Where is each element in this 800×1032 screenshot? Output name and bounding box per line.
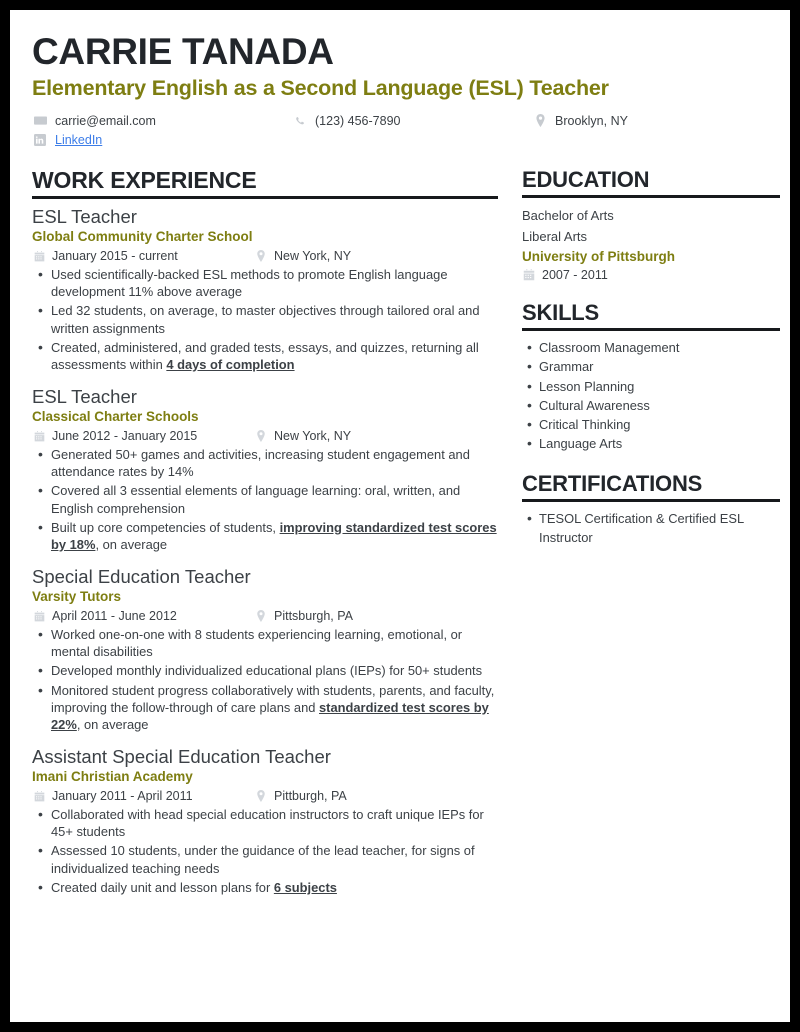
location-pin-icon (254, 610, 268, 622)
job-entry (32, 386, 498, 553)
section-divider (522, 499, 780, 502)
contact-row-secondary (32, 133, 770, 147)
section-work-experience (32, 168, 498, 896)
job-location (254, 429, 351, 443)
job-bullet (32, 446, 498, 480)
job-meta-row (32, 429, 498, 443)
calendar-icon (32, 431, 46, 442)
contact-phone-text: (123) 456-7890 (315, 113, 401, 128)
education-dates (522, 268, 780, 282)
skill-item: • Lesson Planning (522, 377, 780, 396)
job-location-text: Pittburgh, PA (274, 789, 347, 804)
bullet-text: Created, administered, and graded tests, essays, and quizzes, returning all assessments within (51, 339, 479, 372)
bullet-emphasis: 6 subjects (273, 879, 337, 895)
job-bullet (32, 519, 498, 553)
job-location-text: Pittsburgh, PA (274, 609, 353, 624)
candidate-name: CARRIE TANADA (32, 31, 334, 72)
bullet-text: , on average (95, 536, 168, 552)
job-bullet (32, 266, 498, 300)
linkedin-icon (32, 134, 48, 146)
job-organization: Varsity Tutors (32, 589, 122, 605)
job-bullet-list (32, 266, 498, 373)
job-bullet (32, 302, 498, 336)
job-bullet (32, 662, 498, 679)
job-bullet-list (32, 446, 498, 553)
section-divider (32, 196, 498, 199)
candidate-headline: Elementary English as a Second Language (ESL) Teacher (32, 75, 609, 100)
section-education (522, 168, 780, 283)
bullet-text: Covered all 3 essential elements of language learning: oral, written, and English comprehension (51, 483, 461, 516)
job-dates (32, 429, 254, 443)
bullet-text: Created daily unit and lesson plans for (51, 879, 274, 895)
job-dates-text: June 2012 - January 2015 (52, 429, 198, 444)
job-organization: Imani Christian Academy (32, 769, 193, 785)
skill-item: • Grammar (522, 357, 780, 376)
skill-item: • Language Arts (522, 434, 780, 453)
job-bullet (32, 842, 498, 876)
section-divider (522, 195, 780, 198)
contact-location-text: Brooklyn, NY (555, 113, 628, 128)
job-organization: Global Community Charter School (32, 229, 253, 245)
job-bullet (32, 482, 498, 516)
job-bullet-list (32, 626, 498, 733)
job-bullet (32, 339, 498, 373)
bullet-text: Worked one-on-one with 8 students experiencing learning, emotional, or mental disabilities (51, 627, 463, 660)
education-degree: Bachelor of Arts (522, 207, 614, 223)
job-bullet (32, 879, 498, 896)
location-pin-icon (254, 250, 268, 262)
job-title: Special Education Teacher (32, 565, 251, 587)
job-meta-row (32, 609, 498, 623)
job-entry (32, 206, 498, 373)
work-experience-title: WORK EXPERIENCE (32, 166, 257, 193)
job-location (254, 609, 353, 623)
job-bullet (32, 682, 498, 733)
section-divider (522, 328, 780, 331)
phone-icon (292, 114, 308, 127)
job-bullet (32, 806, 498, 840)
education-title: EDUCATION (522, 166, 650, 192)
job-dates-text: January 2011 - April 2011 (52, 789, 193, 804)
calendar-icon (32, 611, 46, 622)
skills-title: SKILLS (522, 300, 600, 326)
job-dates-text: April 2011 - June 2012 (52, 609, 177, 624)
job-dates-text: January 2015 - current (52, 249, 178, 264)
left-column (32, 168, 498, 898)
job-dates (32, 609, 254, 623)
bullet-text: Collaborated with head special education instructors to craft unique IEPs for 45+ students (51, 807, 484, 840)
skill-item: • Classroom Management (522, 338, 780, 357)
job-bullet-list (32, 806, 498, 896)
contact-phone[interactable] (292, 114, 532, 128)
bullet-text: Led 32 students, on average, to master objectives through tailored oral and written assignments (51, 303, 480, 336)
bullet-text: Used scientifically-backed ESL methods to promote English language development 11% above average (51, 267, 448, 300)
location-pin-icon (532, 114, 548, 127)
education-dates-text: 2007 - 2011 (542, 268, 608, 283)
calendar-icon (32, 791, 46, 802)
job-meta-row (32, 249, 498, 263)
location-pin-icon (254, 790, 268, 802)
job-title: ESL Teacher (32, 205, 137, 227)
education-field: Liberal Arts (522, 228, 588, 244)
skills-list (522, 338, 780, 453)
bullet-text: Monitored student progress collaboratively with students, parents, and faculty, improving the follow-through of care plans and (51, 682, 495, 715)
section-skills (522, 301, 780, 453)
linkedin-link[interactable]: LinkedIn (55, 132, 103, 147)
contact-email[interactable] (32, 114, 292, 128)
bullet-text: Generated 50+ games and activities, increasing student engagement and attendance rates by 14% (51, 447, 470, 480)
bullet-text: Assessed 10 students, under the guidance of the lead teacher, for signs of individualized teaching needs (51, 843, 475, 876)
contact-linkedin[interactable] (32, 133, 102, 147)
contact-row-primary (32, 114, 770, 128)
certifications-list (522, 509, 780, 547)
job-organization: Classical Charter Schools (32, 409, 199, 425)
job-title: Assistant Special Education Teacher (32, 745, 331, 767)
certification-item: • TESOL Certification & Certified ESL Instructor (522, 509, 780, 547)
bullet-emphasis: standardized test scores by 22% (51, 699, 489, 732)
contact-location (532, 114, 628, 128)
bullet-emphasis: improving standardized test scores by 18% (51, 519, 497, 552)
job-list (32, 206, 498, 896)
calendar-icon (522, 269, 536, 281)
certifications-title: CERTIFICATIONS (522, 470, 703, 496)
job-dates (32, 249, 254, 263)
education-school: University of Pittsburgh (522, 248, 676, 264)
right-column (522, 168, 780, 898)
resume-page (10, 10, 790, 1022)
job-location-text: New York, NY (274, 429, 352, 444)
bullet-emphasis: 4 days of completion (166, 356, 295, 372)
job-location (254, 249, 351, 263)
resume-header (32, 32, 770, 147)
job-entry (32, 566, 498, 733)
job-bullet (32, 626, 498, 660)
skill-item: • Critical Thinking (522, 415, 780, 434)
job-location (254, 789, 347, 803)
bullet-text: Developed monthly individualized educational plans (IEPs) for 50+ students (51, 663, 483, 679)
envelope-icon (32, 114, 48, 127)
bullet-text: Built up core competencies of students, (51, 519, 280, 535)
location-pin-icon (254, 430, 268, 442)
bullet-text: , on average (76, 716, 149, 732)
calendar-icon (32, 251, 46, 262)
section-certifications (522, 472, 780, 547)
job-location-text: New York, NY (274, 249, 352, 264)
job-title: ESL Teacher (32, 385, 137, 407)
job-entry (32, 746, 498, 896)
column-gap (498, 168, 522, 898)
job-meta-row (32, 789, 498, 803)
job-dates (32, 789, 254, 803)
contact-email-text: carrie@email.com (55, 113, 156, 128)
skill-item: • Cultural Awareness (522, 396, 780, 415)
